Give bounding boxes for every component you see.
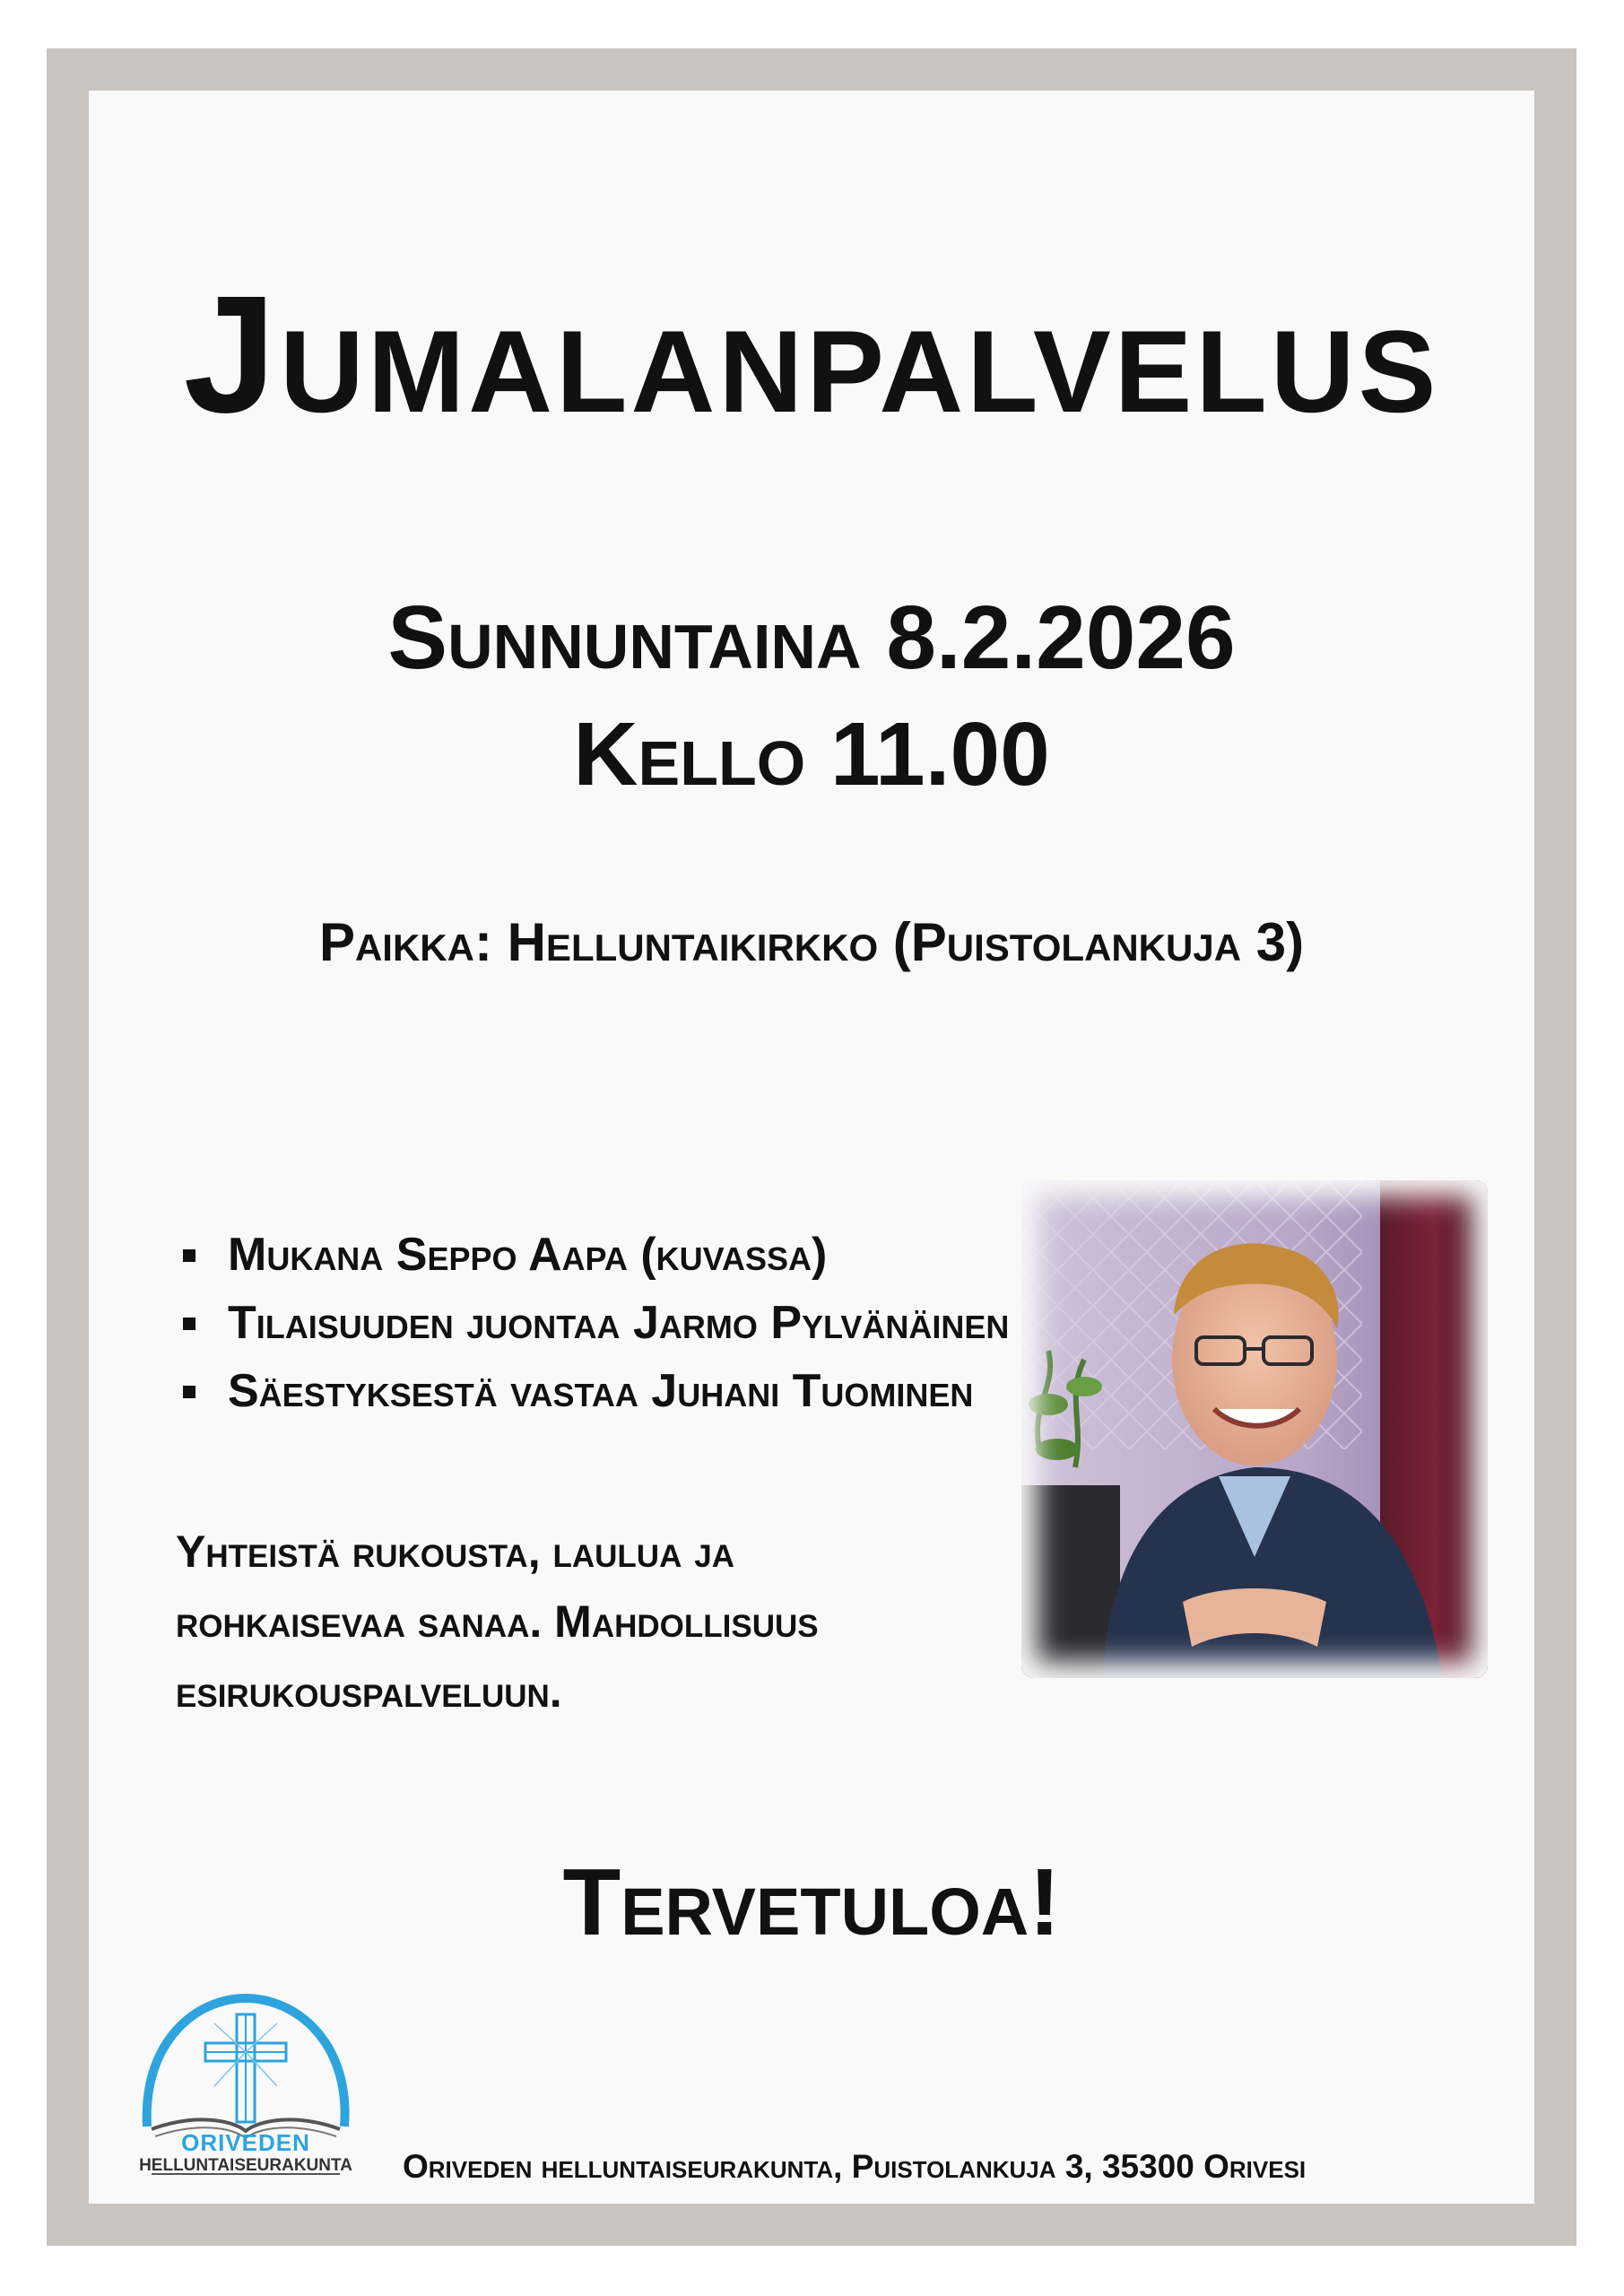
church-logo — [116, 1979, 376, 2194]
list-item: Säestyksestä vastaa Juhani Tuominen — [174, 1357, 1009, 1425]
logo-subtitle: HELLUNTAISEURAKUNTA — [139, 2156, 352, 2175]
footer-address: Oriveden helluntaiseurakunta, Puistolankuja 3, 35300 Orivesi — [403, 2148, 1307, 2185]
speaker-photo — [1021, 1180, 1488, 1678]
poster-title: Jumalanpalvelus — [183, 262, 1440, 448]
description-paragraph: Yhteistä rukousta, laulua ja rohkaisevaa sanaa. Mahdollisuus esirukouspalveluun. — [176, 1526, 819, 1717]
program-list — [174, 1221, 1009, 1425]
list-item: Mukana Seppo Aapa (kuvassa) — [174, 1221, 1009, 1289]
bullet-square-icon — [183, 1318, 195, 1330]
list-item: Tilaisuuden juontaa Jarmo Pylvänäinen — [174, 1289, 1009, 1357]
poster-frame — [47, 48, 1576, 2246]
bullet-square-icon — [183, 1386, 195, 1398]
poster-paper — [89, 91, 1534, 2204]
event-place: Paikka: Helluntaikirkko (Puistolankuja 3) — [318, 912, 1305, 972]
welcome-text: Tervetuloa! — [562, 1849, 1061, 1955]
logo-name: ORIVEDEN — [181, 2129, 310, 2156]
bullet-square-icon — [183, 1249, 195, 1262]
event-time: Kello 11.00 — [573, 704, 1050, 804]
event-date: Sunnuntaina 8.2.2026 — [387, 587, 1236, 688]
